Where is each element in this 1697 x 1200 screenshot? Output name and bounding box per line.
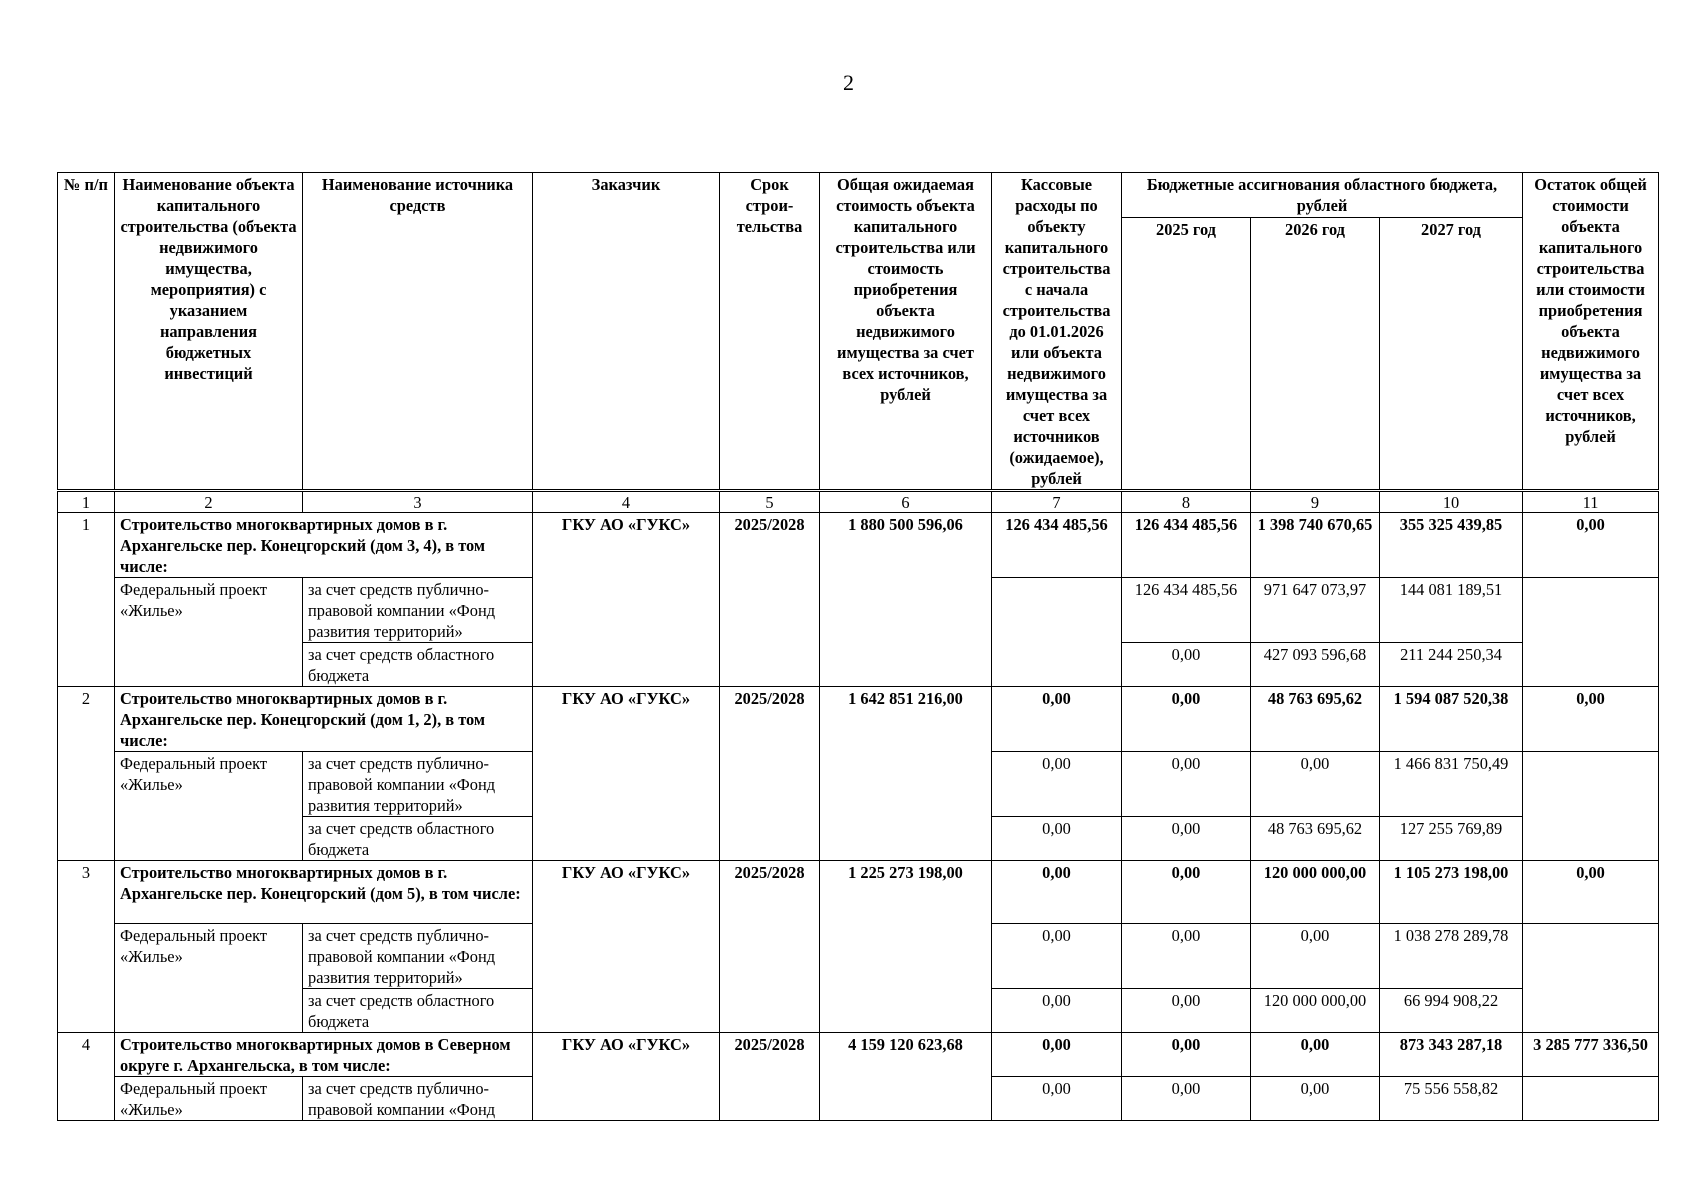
header-customer: Заказчик xyxy=(533,173,720,491)
funding-source: за счет средств публично-правовой компании «Фонд xyxy=(303,1077,533,1121)
budget-2027: 1 594 087 520,38 xyxy=(1380,687,1523,752)
cash-expenses: 0,00 xyxy=(992,924,1122,989)
budget-2025: 0,00 xyxy=(1122,861,1251,924)
col-num: 2 xyxy=(115,491,303,513)
budget-2025: 0,00 xyxy=(1122,1077,1251,1121)
remaining-cost: 0,00 xyxy=(1523,513,1659,578)
table-row xyxy=(58,687,1659,752)
budget-2025: 0,00 xyxy=(1122,817,1251,861)
funding-source: за счет средств публично-правовой компании «Фонд развития территорий» xyxy=(303,924,533,989)
budget-2026: 1 398 740 670,65 xyxy=(1251,513,1380,578)
col-num: 3 xyxy=(303,491,533,513)
column-numbers-row xyxy=(58,491,1659,513)
budget-2025: 126 434 485,56 xyxy=(1122,578,1251,643)
cash-expenses: 126 434 485,56 xyxy=(992,513,1122,578)
budget-2027: 127 255 769,89 xyxy=(1380,817,1523,861)
remaining-cost xyxy=(1523,1077,1659,1121)
budget-investment-table xyxy=(57,172,1659,1121)
budget-2027: 873 343 287,18 xyxy=(1380,1033,1523,1077)
budget-2027: 1 105 273 198,00 xyxy=(1380,861,1523,924)
page-number: 2 xyxy=(843,70,854,95)
federal-project: Федеральный проект «Жилье» xyxy=(115,1077,303,1121)
budget-2026: 120 000 000,00 xyxy=(1251,989,1380,1033)
total-cost: 4 159 120 623,68 xyxy=(820,1033,992,1121)
header-object: Наименование объекта капитального строительства (объекта недвижимого имущества, мероприятия) с указанием направления бюджетных инвестиций xyxy=(115,173,303,491)
col-num: 7 xyxy=(992,491,1122,513)
header-num: № п/п xyxy=(58,173,115,491)
col-num: 10 xyxy=(1380,491,1523,513)
customer: ГКУ АО «ГУКС» xyxy=(533,687,720,861)
budget-2027: 355 325 439,85 xyxy=(1380,513,1523,578)
budget-2026: 0,00 xyxy=(1251,1033,1380,1077)
row-number: 2 xyxy=(58,687,115,861)
budget-2025: 126 434 485,56 xyxy=(1122,513,1251,578)
budget-2026: 0,00 xyxy=(1251,1077,1380,1121)
budget-2026: 971 647 073,97 xyxy=(1251,578,1380,643)
budget-2025: 0,00 xyxy=(1122,1033,1251,1077)
cash-expenses: 0,00 xyxy=(992,1077,1122,1121)
row-number: 3 xyxy=(58,861,115,1033)
header-year-2027: 2027 год xyxy=(1380,217,1523,490)
budget-2026: 0,00 xyxy=(1251,752,1380,817)
header-cash-expenses: Кассовые расходы по объекту капитального строительства с начала строительства до 01.01.2026 или объекта недвижимого имущества за счет всех источников (ожидаемое), рублей xyxy=(992,173,1122,491)
col-num: 1 xyxy=(58,491,115,513)
remaining-cost xyxy=(1523,924,1659,1033)
budget-2026: 427 093 596,68 xyxy=(1251,643,1380,687)
construction-term: 2025/2028 xyxy=(720,1033,820,1121)
funding-source: за счет средств публично-правовой компании «Фонд развития территорий» xyxy=(303,752,533,817)
table-row xyxy=(58,1033,1659,1077)
object-title: Строительство многоквартирных домов в Северном округе г. Архангельска, в том числе: xyxy=(115,1033,533,1077)
funding-source: за счет средств областного бюджета xyxy=(303,989,533,1033)
budget-2025: 0,00 xyxy=(1122,643,1251,687)
header-total-cost: Общая ожидаемая стоимость объекта капитального строительства или стоимость приобретения объекта недвижимого имущества за счет всех источников, рублей xyxy=(820,173,992,491)
object-title: Строительство многоквартирных домов в г. Архангельске пер. Конецгорский (дом 1, 2), в том числе: xyxy=(115,687,533,752)
remaining-cost: 0,00 xyxy=(1523,687,1659,752)
cash-expenses: 0,00 xyxy=(992,861,1122,924)
funding-source: за счет средств публично-правовой компании «Фонд развития территорий» xyxy=(303,578,533,643)
budget-2027: 75 556 558,82 xyxy=(1380,1077,1523,1121)
col-num: 11 xyxy=(1523,491,1659,513)
budget-2025: 0,00 xyxy=(1122,989,1251,1033)
row-number: 1 xyxy=(58,513,115,687)
budget-2027: 1 038 278 289,78 xyxy=(1380,924,1523,989)
header-term: Срок строи-тельства xyxy=(720,173,820,491)
total-cost: 1 880 500 596,06 xyxy=(820,513,992,687)
table-row xyxy=(58,513,1659,578)
row-number: 4 xyxy=(58,1033,115,1121)
cash-expenses: 0,00 xyxy=(992,687,1122,752)
header-budget: Бюджетные ассигнования областного бюджета, рублей xyxy=(1122,173,1523,218)
cash-expenses: 0,00 xyxy=(992,752,1122,817)
total-cost: 1 642 851 216,00 xyxy=(820,687,992,861)
construction-term: 2025/2028 xyxy=(720,861,820,1033)
table-row xyxy=(58,861,1659,924)
budget-2026: 48 763 695,62 xyxy=(1251,817,1380,861)
col-num: 6 xyxy=(820,491,992,513)
col-num: 5 xyxy=(720,491,820,513)
customer: ГКУ АО «ГУКС» xyxy=(533,861,720,1033)
construction-term: 2025/2028 xyxy=(720,513,820,687)
header-remaining-cost: Остаток общей стоимости объекта капитального строительства или стоимости приобретения объекта недвижимого имущества за счет всех источников, рублей xyxy=(1523,173,1659,491)
header-year-2025: 2025 год xyxy=(1122,217,1251,490)
budget-2025: 0,00 xyxy=(1122,687,1251,752)
budget-2025: 0,00 xyxy=(1122,924,1251,989)
funding-source: за счет средств областного бюджета xyxy=(303,643,533,687)
federal-project: Федеральный проект «Жилье» xyxy=(115,924,303,1033)
customer: ГКУ АО «ГУКС» xyxy=(533,1033,720,1121)
customer: ГКУ АО «ГУКС» xyxy=(533,513,720,687)
cash-expenses xyxy=(992,578,1122,687)
budget-2026: 120 000 000,00 xyxy=(1251,861,1380,924)
col-num: 4 xyxy=(533,491,720,513)
remaining-cost xyxy=(1523,578,1659,687)
budget-2026: 48 763 695,62 xyxy=(1251,687,1380,752)
budget-2027: 144 081 189,51 xyxy=(1380,578,1523,643)
construction-term: 2025/2028 xyxy=(720,687,820,861)
object-title: Строительство многоквартирных домов в г. Архангельске пер. Конецгорский (дом 5), в том числе: xyxy=(115,861,533,924)
budget-2027: 1 466 831 750,49 xyxy=(1380,752,1523,817)
federal-project: Федеральный проект «Жилье» xyxy=(115,752,303,861)
cash-expenses: 0,00 xyxy=(992,817,1122,861)
budget-2027: 66 994 908,22 xyxy=(1380,989,1523,1033)
total-cost: 1 225 273 198,00 xyxy=(820,861,992,1033)
budget-2027: 211 244 250,34 xyxy=(1380,643,1523,687)
federal-project: Федеральный проект «Жилье» xyxy=(115,578,303,687)
budget-2026: 0,00 xyxy=(1251,924,1380,989)
cash-expenses: 0,00 xyxy=(992,1033,1122,1077)
cash-expenses: 0,00 xyxy=(992,989,1122,1033)
remaining-cost xyxy=(1523,752,1659,861)
header-source: Наименование источника средств xyxy=(303,173,533,491)
remaining-cost: 3 285 777 336,50 xyxy=(1523,1033,1659,1077)
budget-2025: 0,00 xyxy=(1122,752,1251,817)
col-num: 8 xyxy=(1122,491,1251,513)
col-num: 9 xyxy=(1251,491,1380,513)
remaining-cost: 0,00 xyxy=(1523,861,1659,924)
object-title: Строительство многоквартирных домов в г. Архангельске пер. Конецгорский (дом 3, 4), в том числе: xyxy=(115,513,533,578)
funding-source: за счет средств областного бюджета xyxy=(303,817,533,861)
header-year-2026: 2026 год xyxy=(1251,217,1380,490)
